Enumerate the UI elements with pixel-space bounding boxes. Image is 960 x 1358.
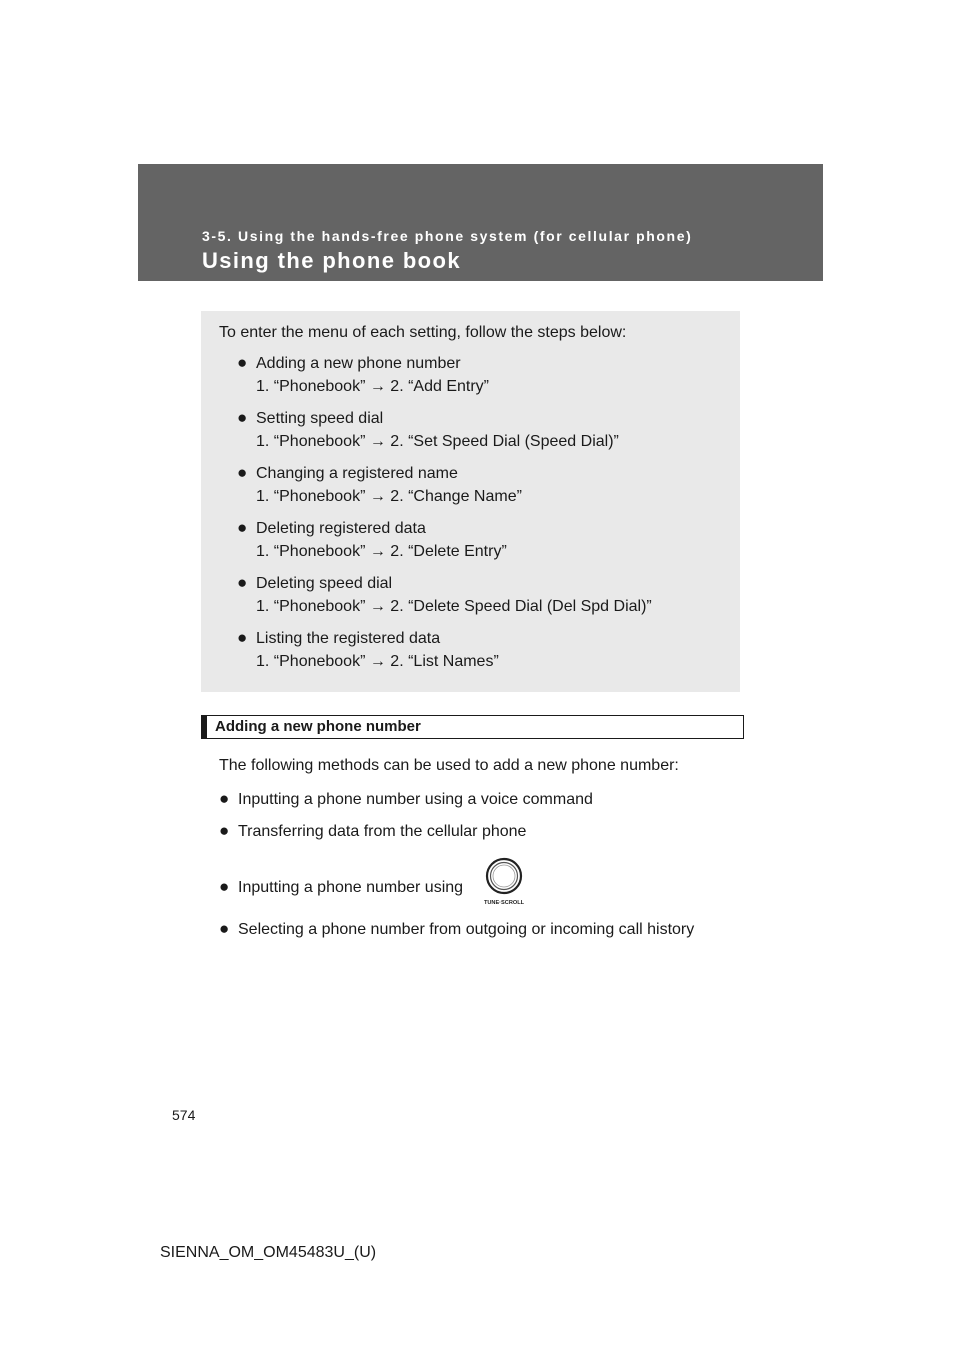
- method-text: Inputting a phone number using: [238, 879, 464, 896]
- document-code: SIENNA_OM_OM45483U_(U): [160, 1244, 377, 1261]
- step-title: Adding a new phone number: [256, 355, 461, 372]
- tune-scroll-knob-icon: [482, 857, 526, 907]
- header-bar: [138, 164, 823, 281]
- step-path: 1. “Phonebook” → 2. “Delete Entry”: [256, 543, 507, 560]
- step-title: Changing a registered name: [256, 465, 458, 482]
- method-text: Inputting a phone number using a voice command: [238, 791, 593, 808]
- bullet-icon: ●: [237, 353, 248, 372]
- method-item: [219, 919, 694, 939]
- bullet-icon: ●: [237, 463, 248, 482]
- step-title: Listing the registered data: [256, 630, 441, 647]
- step-path: 1. “Phonebook” → 2. “Add Entry”: [256, 378, 489, 395]
- step-title: Deleting registered data: [256, 520, 426, 537]
- section-heading: [201, 715, 744, 739]
- step-item: [237, 571, 727, 618]
- step-title: Deleting speed dial: [256, 575, 393, 592]
- bullet-icon: ●: [237, 518, 248, 537]
- page-title: Using the phone book: [202, 248, 461, 273]
- bullet-icon: ●: [219, 877, 230, 896]
- section-heading-text: Adding a new phone number: [215, 718, 421, 735]
- knob-label: TUNE·SCROLL: [483, 900, 525, 906]
- step-item: [237, 406, 727, 453]
- page-number: 574: [172, 1107, 196, 1123]
- step-item: [237, 351, 727, 398]
- method-text: Selecting a phone number from outgoing or incoming call history: [238, 921, 695, 938]
- step-path: 1. “Phonebook” → 2. “Set Speed Dial (Speed Dial)”: [256, 433, 619, 450]
- step-item: [237, 516, 727, 563]
- step-title: Setting speed dial: [256, 410, 384, 427]
- step-item: [237, 626, 727, 673]
- bullet-icon: ●: [237, 628, 248, 647]
- step-path: 1. “Phonebook” → 2. “Delete Speed Dial (Del Spd Dial)”: [256, 598, 652, 615]
- bullet-icon: ●: [219, 919, 230, 938]
- step-path: 1. “Phonebook” → 2. “List Names”: [256, 653, 499, 670]
- section-label: 3-5. Using the hands-free phone system (for cellular phone): [202, 228, 693, 244]
- method-item: [219, 789, 593, 809]
- step-path: 1. “Phonebook” → 2. “Change Name”: [256, 488, 522, 505]
- section-intro: The following methods can be used to add a new phone number:: [219, 757, 679, 774]
- bullet-icon: ●: [237, 573, 248, 592]
- method-item: [219, 877, 463, 897]
- method-item: [219, 821, 526, 841]
- steps-intro: To enter the menu of each setting, follow the steps below:: [219, 324, 627, 341]
- menu-steps-box: [201, 311, 740, 692]
- bullet-icon: ●: [219, 789, 230, 808]
- bullet-icon: ●: [219, 821, 230, 840]
- method-text: Transferring data from the cellular phone: [238, 823, 527, 840]
- step-item: [237, 461, 727, 508]
- bullet-icon: ●: [237, 408, 248, 427]
